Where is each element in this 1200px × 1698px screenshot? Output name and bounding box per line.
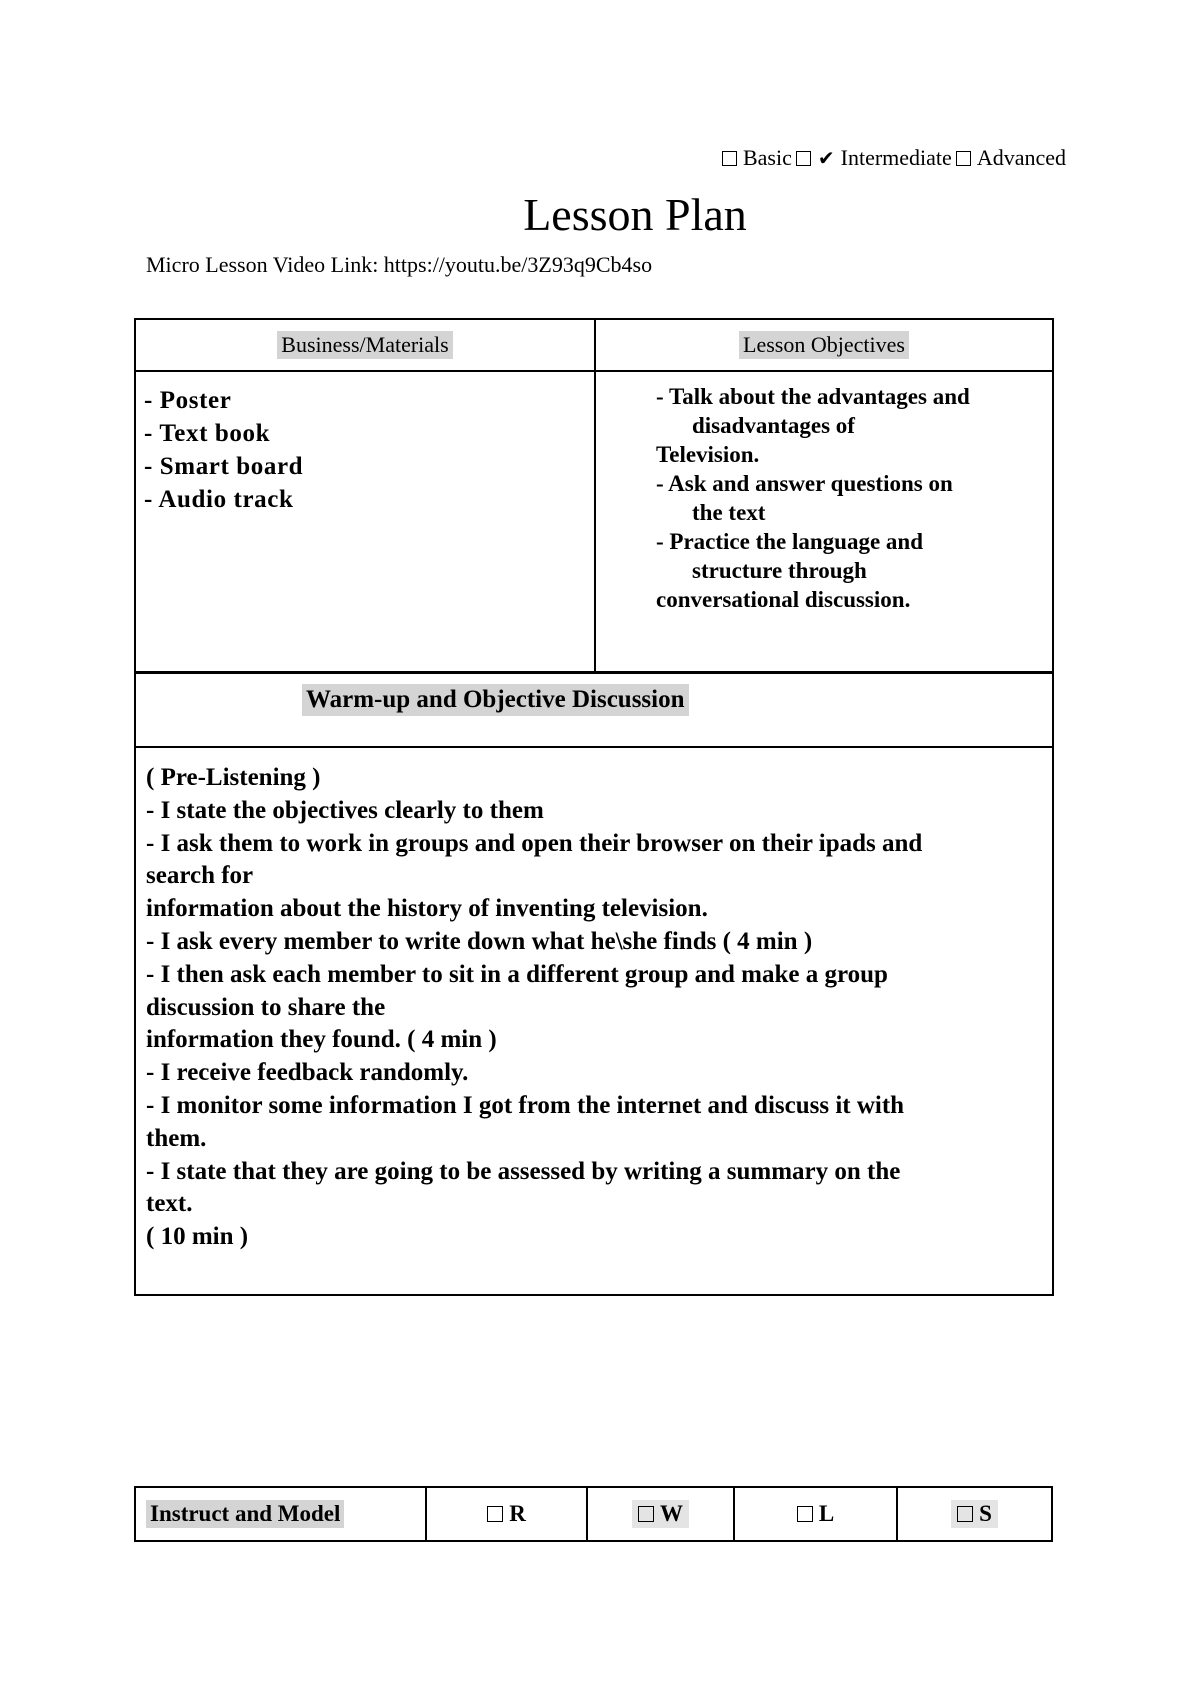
skill-writing[interactable] bbox=[632, 1500, 689, 1528]
objective-line: - Practice the language and bbox=[656, 529, 924, 554]
skill-speaking[interactable] bbox=[951, 1500, 998, 1528]
warmup-line: - I receive feedback randomly. bbox=[146, 1059, 469, 1087]
checkbox-icon[interactable] bbox=[956, 151, 971, 166]
warmup-line: - I state the objectives clearly to them bbox=[146, 796, 544, 824]
objective-line: the text bbox=[692, 500, 766, 525]
warmup-line: information they found. ( 4 min ) bbox=[146, 1026, 497, 1054]
warmup-line: ( Pre-Listening ) bbox=[146, 764, 321, 791]
level-advanced-label: Advanced bbox=[976, 145, 1066, 170]
video-link: Micro Lesson Video Link: https://youtu.be/3Z93q9Cb4so bbox=[146, 252, 653, 277]
level-basic-label: Basic bbox=[742, 145, 792, 170]
level-intermediate-label: Intermediate bbox=[840, 145, 952, 170]
instruct-model-table bbox=[134, 1486, 1053, 1542]
objective-item bbox=[656, 527, 1012, 614]
warmup-line: ( 10 min ) bbox=[146, 1223, 249, 1251]
objectives-header-cell bbox=[594, 320, 1052, 370]
skill-label: L bbox=[818, 1501, 835, 1526]
warmup-body bbox=[136, 748, 1052, 1294]
objective-line: - Ask and answer questions on bbox=[656, 471, 953, 496]
table-header-row bbox=[136, 320, 1052, 372]
objective-line: structure through bbox=[692, 558, 867, 583]
objective-line: Television. bbox=[656, 442, 760, 467]
objectives-list bbox=[594, 372, 1052, 671]
skill-listening[interactable] bbox=[791, 1500, 840, 1528]
materials-list bbox=[136, 372, 594, 671]
warmup-line: - I ask them to work in groups and open their browser on their ipads and bbox=[146, 829, 923, 857]
skill-listening-cell bbox=[733, 1488, 896, 1540]
skill-label: R bbox=[509, 1501, 526, 1526]
warmup-line: - I state that they are going to be assessed by writing a summary on the bbox=[146, 1157, 901, 1185]
level-selector bbox=[722, 145, 1066, 171]
checkbox-icon[interactable] bbox=[487, 1506, 503, 1522]
table-body-row bbox=[136, 372, 1052, 674]
warmup-line: search for bbox=[146, 862, 254, 890]
skill-writing-cell bbox=[586, 1488, 733, 1540]
objective-line: disadvantages of bbox=[692, 413, 855, 438]
checkbox-icon[interactable] bbox=[957, 1506, 973, 1522]
level-advanced[interactable] bbox=[956, 145, 1066, 171]
objective-item bbox=[656, 382, 1012, 469]
level-basic[interactable] bbox=[722, 145, 792, 171]
skill-reading-cell bbox=[425, 1488, 586, 1540]
warmup-line: information about the history of inventing television. bbox=[146, 895, 708, 923]
materials-header: Business/Materials bbox=[277, 331, 452, 359]
warmup-line: - I monitor some information I got from the internet and discuss it with bbox=[146, 1091, 905, 1119]
checkbox-icon[interactable] bbox=[638, 1506, 654, 1522]
objectives-header: Lesson Objectives bbox=[739, 331, 909, 359]
warmup-header-row bbox=[136, 674, 1052, 748]
instruct-label-cell bbox=[136, 1488, 425, 1540]
skill-label: W bbox=[660, 1501, 683, 1526]
objective-line: - Talk about the advantages and bbox=[656, 384, 970, 409]
list-item: - Smart board bbox=[144, 453, 304, 480]
warmup-line: discussion to share the bbox=[146, 993, 386, 1021]
checkbox-icon[interactable] bbox=[796, 151, 811, 166]
list-item: - Audio track bbox=[144, 486, 294, 513]
skill-label: S bbox=[979, 1501, 992, 1526]
checkbox-icon[interactable] bbox=[722, 151, 737, 166]
lesson-table bbox=[134, 318, 1054, 1296]
page-title: Lesson Plan bbox=[523, 189, 747, 240]
warmup-text bbox=[146, 762, 922, 1294]
level-intermediate[interactable] bbox=[796, 145, 952, 171]
checkmark-icon: ✔ bbox=[817, 146, 835, 170]
materials-header-cell bbox=[136, 320, 594, 370]
checkbox-icon[interactable] bbox=[797, 1506, 813, 1522]
objective-item bbox=[656, 469, 1012, 527]
warmup-line: text. bbox=[146, 1190, 193, 1218]
objective-line: conversational discussion. bbox=[656, 587, 911, 612]
warmup-header: Warm-up and Objective Discussion bbox=[302, 684, 689, 716]
list-item: - Poster bbox=[144, 387, 232, 414]
instruct-label: Instruct and Model bbox=[146, 1500, 344, 1528]
warmup-line: - I then ask each member to sit in a different group and make a group bbox=[146, 960, 888, 988]
skill-speaking-cell bbox=[896, 1488, 1051, 1540]
warmup-line: - I ask every member to write down what he\she finds ( 4 min ) bbox=[146, 927, 813, 955]
list-item: - Text book bbox=[144, 420, 271, 447]
skill-reading[interactable] bbox=[481, 1500, 532, 1528]
warmup-line: them. bbox=[146, 1124, 207, 1152]
